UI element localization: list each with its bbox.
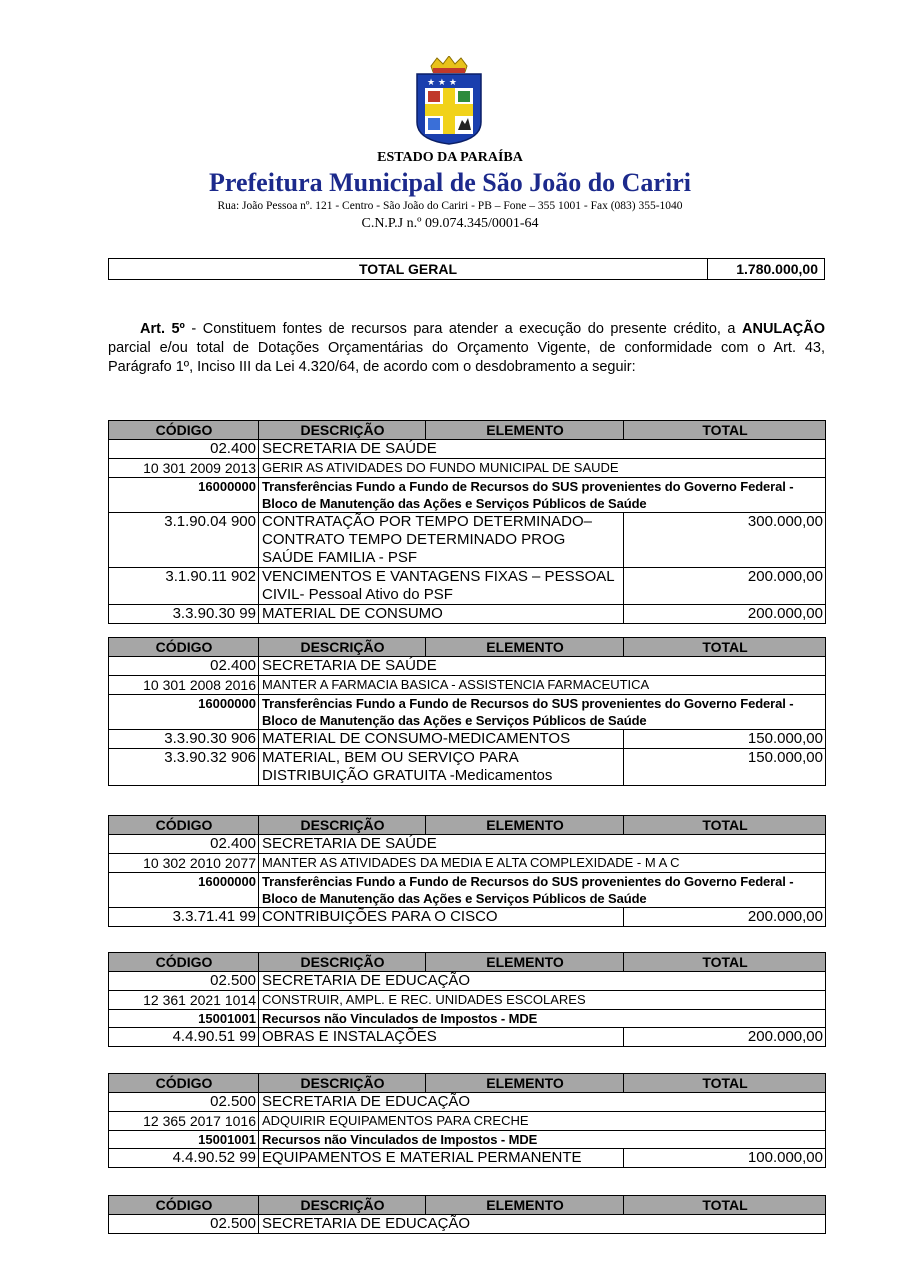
header-total: TOTAL [624,638,826,657]
cnpj-line: C.N.P.J n.º 09.074.345/0001-64 [361,216,539,231]
row-description: Transferências Fundo a Fundo de Recursos do SUS provenientes do Governo Federal - Bloco de Manutenção das Ações e Serviços Públicos de Saúde [259,478,826,513]
row-code: 3.3.90.32 906 [109,749,259,786]
table-row [109,730,826,749]
header-codigo: CÓDIGO [109,953,259,972]
header-total: TOTAL [624,421,826,440]
header-descricao: DESCRIÇÃO [259,816,426,835]
header-descricao: DESCRIÇÃO [259,638,426,657]
header-codigo: CÓDIGO [109,1196,259,1215]
budget-table [108,420,826,624]
row-code: 02.400 [109,440,259,459]
row-description: SECRETARIA DE EDUCAÇÃO [259,1093,826,1112]
header-elemento: ELEMENTO [426,953,624,972]
row-description: Recursos não Vinculados de Impostos - MDE [259,1131,826,1149]
row-code: 3.3.90.30 99 [109,605,259,624]
table-row [109,1131,826,1149]
row-code: 16000000 [109,478,259,513]
row-description: MANTER A FARMACIA BASICA - ASSISTENCIA FARMACEUTICA [259,676,826,695]
table-header-row [109,816,826,835]
municipal-crest-logo [415,56,483,146]
table-row [109,459,826,478]
table-header-row [109,1074,826,1093]
row-total: 200.000,00 [624,908,826,927]
header-codigo: CÓDIGO [109,421,259,440]
row-code: 3.3.90.30 906 [109,730,259,749]
table-row [109,695,826,730]
table-row [109,991,826,1010]
row-description: SECRETARIA DE EDUCAÇÃO [259,1215,826,1234]
budget-table [108,1073,826,1168]
row-code: 12 361 2021 1014 [109,991,259,1010]
table-row [109,873,826,908]
table-row [109,854,826,873]
table-row [109,1215,826,1234]
header-codigo: CÓDIGO [109,816,259,835]
table-row [109,908,826,927]
row-code: 10 301 2009 2013 [109,459,259,478]
article-emphasis: ANULAÇÃO [742,321,825,337]
row-code: 3.3.71.41 99 [109,908,259,927]
state-heading: ESTADO DA PARAÍBA [377,150,523,165]
header-codigo: CÓDIGO [109,1074,259,1093]
header-elemento: ELEMENTO [426,1196,624,1215]
table-row [109,513,826,568]
table-row [109,1010,826,1028]
total-geral-value: 1.780.000,00 [736,261,818,277]
row-description: GERIR AS ATIVIDADES DO FUNDO MUNICIPAL DE SAUDE [259,459,826,478]
row-total: 150.000,00 [624,749,826,786]
row-code: 3.1.90.04 900 [109,513,259,568]
row-description: Transferências Fundo a Fundo de Recursos do SUS provenientes do Governo Federal - Bloco de Manutenção das Ações e Serviços Públicos de Saúde [259,695,826,730]
table-row [109,749,826,786]
article-text-a: - Constituem fontes de recursos para atender a execução do presente crédito, a [184,321,743,337]
row-description: Transferências Fundo a Fundo de Recursos do SUS provenientes do Governo Federal - Bloco de Manutenção das Ações e Serviços Públicos de Saúde [259,873,826,908]
row-description: SECRETARIA DE SAÚDE [259,835,826,854]
table-header-row [109,638,826,657]
row-code: 16000000 [109,695,259,730]
row-description: SECRETARIA DE EDUCAÇÃO [259,972,826,991]
row-code: 02.500 [109,1215,259,1234]
header-descricao: DESCRIÇÃO [259,421,426,440]
row-code: 02.400 [109,835,259,854]
header-elemento: ELEMENTO [426,638,624,657]
row-code: 02.500 [109,972,259,991]
svg-text:★ ★ ★: ★ ★ ★ [427,78,457,88]
header-total: TOTAL [624,953,826,972]
row-description: CONTRATAÇÃO POR TEMPO DETERMINADO–CONTRATO TEMPO DETERMINADO PROG SAÚDE FAMILIA - PSF [259,513,624,568]
row-description: MANTER AS ATIVIDADES DA MEDIA E ALTA COMPLEXIDADE - M A C [259,854,826,873]
row-code: 10 302 2010 2077 [109,854,259,873]
row-code: 12 365 2017 1016 [109,1112,259,1131]
row-code: 15001001 [109,1131,259,1149]
table-header-row [109,1196,826,1215]
row-total: 200.000,00 [624,605,826,624]
header-elemento: ELEMENTO [426,1074,624,1093]
address-line: Rua: João Pessoa nº. 121 - Centro - São João do Cariri - PB – Fone – 355 1001 - Fax (083) 355-1040 [217,200,683,212]
row-code: 10 301 2008 2016 [109,676,259,695]
budget-table [108,952,826,1047]
row-description: MATERIAL DE CONSUMO [259,605,624,624]
table-row [109,1093,826,1112]
table-header-row [109,953,826,972]
article-text-b: parcial e/ou total de Dotações Orçamentárias do Orçamento Vigente, de conformidade com o Art. 43, Parágrafo 1º, Inciso III da Lei 4.320/64, de acordo com o desdobramento a seguir: [108,340,825,375]
row-total: 200.000,00 [624,1028,826,1047]
article-5-paragraph [108,320,825,377]
row-code: 4.4.90.51 99 [109,1028,259,1047]
row-description: SECRETARIA DE SAÚDE [259,657,826,676]
table-row [109,440,826,459]
table-row [109,605,826,624]
total-geral-box [108,258,825,280]
table-row [109,657,826,676]
budget-table [108,637,826,786]
row-total: 200.000,00 [624,568,826,605]
row-description: OBRAS E INSTALAÇÕES [259,1028,624,1047]
table-row [109,1112,826,1131]
table-row [109,478,826,513]
row-description: ADQUIRIR EQUIPAMENTOS PARA CRECHE [259,1112,826,1131]
row-code: 3.1.90.11 902 [109,568,259,605]
row-description: CONSTRUIR, AMPL. E REC. UNIDADES ESCOLARES [259,991,826,1010]
row-description: MATERIAL DE CONSUMO-MEDICAMENTOS [259,730,624,749]
total-geral-label: TOTAL GERAL [109,259,708,279]
table-row [109,835,826,854]
budget-table [108,1195,826,1234]
header-elemento: ELEMENTO [426,421,624,440]
article-number: Art. 5º [140,321,185,337]
row-description: SECRETARIA DE SAÚDE [259,440,826,459]
row-total: 300.000,00 [624,513,826,568]
row-description: EQUIPAMENTOS E MATERIAL PERMANENTE [259,1149,624,1168]
row-description: CONTRIBUIÇÕES PARA O CISCO [259,908,624,927]
header-total: TOTAL [624,816,826,835]
header-elemento: ELEMENTO [426,816,624,835]
municipality-title: Prefeitura Municipal de São João do Cariri [209,168,691,197]
header-descricao: DESCRIÇÃO [259,1074,426,1093]
table-row [109,568,826,605]
row-code: 16000000 [109,873,259,908]
row-description: VENCIMENTOS E VANTAGENS FIXAS – PESSOAL CIVIL- Pessoal Ativo do PSF [259,568,624,605]
table-row [109,1028,826,1047]
row-description: Recursos não Vinculados de Impostos - MDE [259,1010,826,1028]
header-total: TOTAL [624,1196,826,1215]
row-code: 02.500 [109,1093,259,1112]
header-descricao: DESCRIÇÃO [259,953,426,972]
row-total: 100.000,00 [624,1149,826,1168]
row-code: 4.4.90.52 99 [109,1149,259,1168]
header-codigo: CÓDIGO [109,638,259,657]
row-code: 02.400 [109,657,259,676]
table-row [109,972,826,991]
row-code: 15001001 [109,1010,259,1028]
table-row [109,676,826,695]
table-header-row [109,421,826,440]
table-row [109,1149,826,1168]
row-total: 150.000,00 [624,730,826,749]
header-total: TOTAL [624,1074,826,1093]
budget-table [108,815,826,927]
row-description: MATERIAL, BEM OU SERVIÇO PARA DISTRIBUIÇÃO GRATUITA -Medicamentos [259,749,624,786]
header-descricao: DESCRIÇÃO [259,1196,426,1215]
